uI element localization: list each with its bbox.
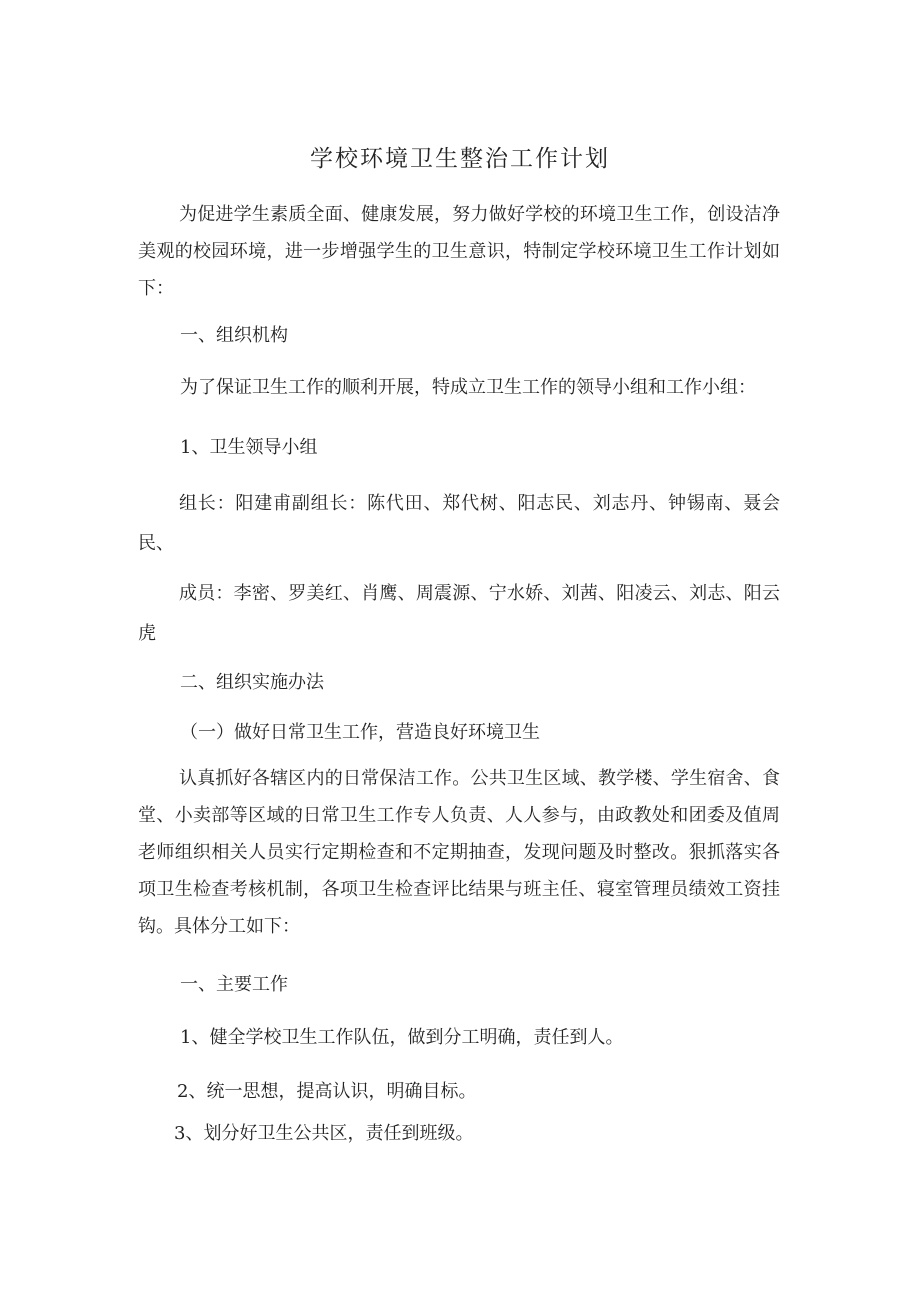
document-title: 学校环境卫生整治工作计划: [310, 146, 610, 172]
main-work-heading: 一、主要工作: [180, 974, 288, 995]
subsection1-paragraph: 认真抓好各辖区内的日常保洁工作。公共卫生区域、教学楼、学生宿舍、食堂、小卖部等区域的日常卫生工作专人负责、人人参与，由政教处和团委及值周老师组织相关人员实行定期检查和不定期抽查，发现问题及时整改。狠抓落实各项卫生检查考核机制，各项卫生检查评比结果与班主任、寝室管理员绩效工资挂钩。具体分工如下：: [138, 768, 780, 937]
work-item: 2、统一思想，提高认识，明确目标。: [177, 1081, 477, 1102]
group1-heading: 1、卫生领导小组: [180, 437, 318, 458]
section1-text: 为了保证卫生工作的顺利开展，特成立卫生工作的领导小组和工作小组：: [180, 377, 756, 398]
members-paragraph: 成员：李密、罗美红、肖鹰、周震源、宁水娇、刘茜、阳凌云、刘志、阳云虎: [138, 583, 780, 644]
subsection1-heading: （一）做好日常卫生工作，营造良好环境卫生: [180, 722, 540, 743]
work-item: 3、划分好卫生公共区，责任到班级。: [174, 1123, 474, 1144]
section2-heading: 二、组织实施办法: [180, 672, 324, 693]
leaders-paragraph: 组长：阳建甫副组长：陈代田、郑代树、阳志民、刘志丹、钟锡南、聂会民、: [138, 493, 780, 554]
intro-paragraph: 为促进学生素质全面、健康发展，努力做好学校的环境卫生工作，创设洁净美观的校园环境，进一步增强学生的卫生意识，特制定学校环境卫生工作计划如下：: [138, 204, 780, 299]
work-item: 1、健全学校卫生工作队伍，做到分工明确，责任到人。: [180, 1027, 624, 1048]
section1-heading: 一、组织机构: [180, 325, 288, 346]
